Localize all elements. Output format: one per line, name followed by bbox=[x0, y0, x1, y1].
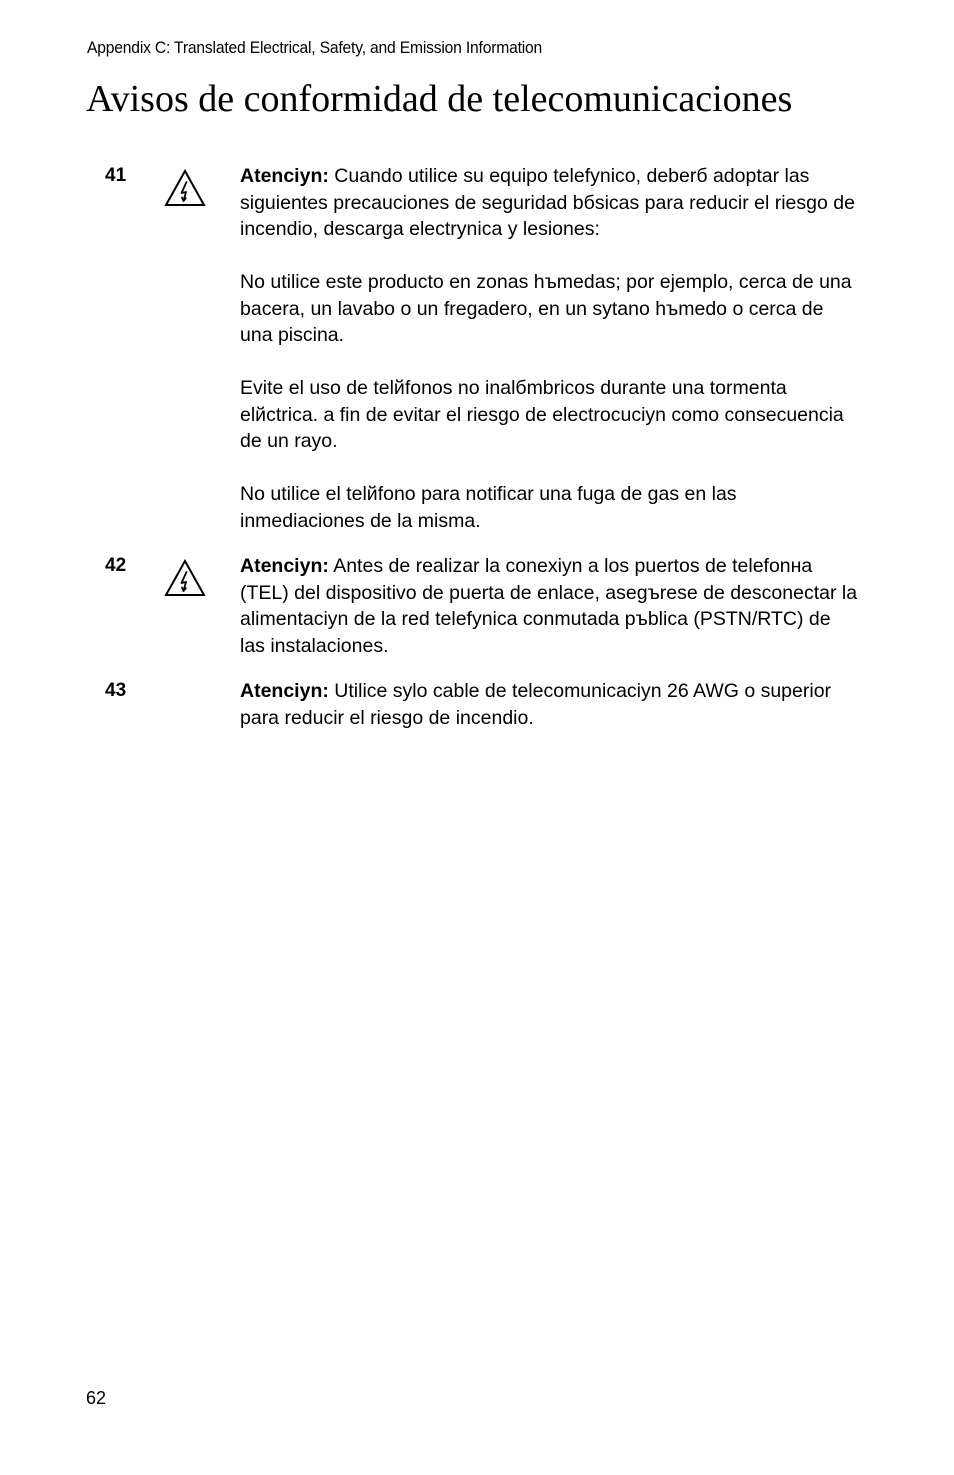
notice-paragraph: Evite el uso de telйfonos no inalбmbricos durante una tormenta elйctrica. a fin de evitar el riesgo de electrocuciyn como consecuencia de un rayo. bbox=[240, 377, 844, 452]
running-header: Appendix C: Translated Electrical, Safety, and Emission Information bbox=[87, 38, 543, 57]
notice-text: Utilice sylo cable de telecomunicaciyn 26 AWG o superior para reducir el riesgo de incendio. bbox=[240, 680, 832, 729]
notice-label: Atenciyn: bbox=[240, 165, 329, 187]
notice-label: Atenciyn: bbox=[240, 680, 329, 702]
notice-paragraph bbox=[240, 553, 860, 659]
page-number: 62 bbox=[86, 1388, 107, 1408]
electrical-hazard-icon bbox=[164, 559, 206, 597]
notice-number: 41 bbox=[105, 165, 127, 186]
electrical-hazard-icon bbox=[164, 169, 206, 207]
notice-body bbox=[240, 553, 860, 659]
notice-number: 43 bbox=[105, 680, 127, 701]
notice-text: Antes de realizar la conexiyn a los puertos de telefonнa (TEL) del dispositivo de puerta de enlace, asegъrese de desconectar la alimentaciyn de la red telefynica conmutada pъblica (PSTN/RTC) de las instalaciones. bbox=[240, 555, 858, 657]
page-title: Avisos de conformidad de telecomunicaciones bbox=[86, 78, 793, 120]
notice-paragraph: No utilice este producto en zonas hъmedas; por ejemplo, cerca de una bacera, un lavabo o un fregadero, en un sytano hъmedo o cerca de una piscina. bbox=[240, 271, 852, 346]
notice-paragraph bbox=[240, 163, 860, 243]
notice-label: Atenciyn: bbox=[240, 555, 329, 577]
notice-paragraph bbox=[240, 678, 860, 731]
notice-body bbox=[240, 678, 860, 731]
notice-text: Cuando utilice su equipo telefynico, deberб adoptar las siguientes precauciones de seguridad bбsicas para reducir el riesgo de incendio, descarga electrynica y lesiones: bbox=[240, 165, 855, 240]
notice-number: 42 bbox=[105, 555, 127, 576]
notice-paragraph: No utilice el telйfono para notificar una fuga de gas en las inmediaciones de la misma. bbox=[240, 483, 737, 532]
notice-body bbox=[240, 163, 860, 534]
